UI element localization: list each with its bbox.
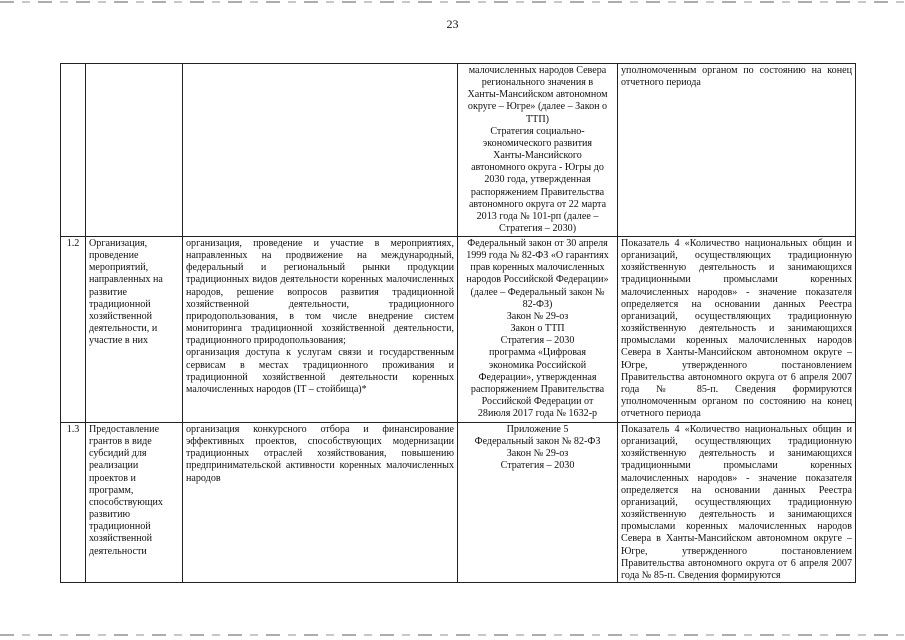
measures-cell: организация конкурсного отбора и финансирование эффективных проектов, способствующих модернизации традиционных отраслей хозяйствования, повышению предпринимательской активности коренных малочисленных народов — [183, 423, 458, 583]
event-name-cell — [86, 64, 183, 237]
table-row — [61, 423, 856, 583]
scan-edge-bottom — [0, 634, 905, 636]
legal-basis-cell: Приложение 5 Федеральный закон № 82-ФЗ Закон № 29-оз Стратегия – 2030 — [458, 423, 618, 583]
page-number: 23 — [446, 17, 459, 31]
legal-basis-cell: малочисленных народов Севера регионального значения в Ханты-Мансийском автономном округе – Югре» (далее – Закон о ТТП) Стратегия социально- экономического развития Ханты-Мансийского автономного округа - Югры до 2030 года, утвержденная распоряжением Правительства автономного округа от 22 марта 2013 года № 101-рп (далее – Стратегия – 2030) — [458, 64, 618, 237]
scan-edge-top — [0, 1, 905, 3]
indicator-cell: Показатель 4 «Количество национальных общин и организаций, осуществляющих традиционную хозяйственную деятельность и занимающихся традиционными промыслами коренных малочисленных народов» - значение показателя определяется на основании данных Реестра организаций, осуществляющих традиционную хозяйственную деятельность и занимающихся промыслами коренных малочисленных народов Севера в Ханты-Мансийском автономном округе – Югре, утвержденного постановлением Правительства автономного округа от 6 апреля 2007 года № 85-п. Сведения формируются уполномоченным органом по состоянию на конец отчетного периода — [618, 237, 856, 423]
indicator-cell: уполномоченным органом по состоянию на конец отчетного периода — [618, 64, 856, 237]
measures-cell: организация, проведение и участие в мероприятиях, направленных на продвижение на международный, федеральный и региональный рынки продукции традиционных видов деятельности коренных малочисленных народов, решение вопросов развития традиционной хозяйственной деятельности, традиционного природопользования, в том числе внедрение систем мониторинга традиционной хозяйственной деятельности, традиционного природопользования; организация доступа к услугам связи и государственным сервисам в местах традиционного проживания и традиционной хозяйственной деятельности коренных малочисленных народов (IT – стойбища)* — [183, 237, 458, 423]
table-row — [61, 64, 856, 237]
row-number-cell: 1.2 — [61, 237, 86, 423]
indicator-cell: Показатель 4 «Количество национальных общин и организаций, осуществляющих традиционную хозяйственную деятельность и занимающихся традиционными промыслами коренных малочисленных народов» - значение показателя определяется на основании данных Реестра организаций, осуществляющих традиционную хозяйственную деятельность и занимающихся промыслами коренных малочисленных народов Севера в Ханты-Мансийском автономном округе – Югре, утвержденного постановлением Правительства автономного округа от 6 апреля 2007 года № 85-п. Сведения формируются — [618, 423, 856, 583]
table-row — [61, 237, 856, 423]
event-name-cell: Предоставление грантов в виде субсидий для реализации проектов и программ, способствующих развитию традиционной хозяйственной деятельности — [86, 423, 183, 583]
row-number-cell: 1.3 — [61, 423, 86, 583]
event-name-cell: Организация, проведение мероприятий, направленных на развитие традиционной хозяйственной деятельности, и участие в них — [86, 237, 183, 423]
legal-basis-cell: Федеральный закон от 30 апреля 1999 года № 82-ФЗ «О гарантиях прав коренных малочисленных народов Российской Федерации» (далее – Федеральный закон № 82-ФЗ) Закон № 29-оз Закон о ТТП Стратегия – 2030 программа «Цифровая экономика Российской Федерации», утвержденная распоряжением Правительства Российской Федерации от 28июля 2017 года № 1632-р — [458, 237, 618, 423]
measures-table — [60, 63, 856, 583]
row-number-cell — [61, 64, 86, 237]
measures-cell — [183, 64, 458, 237]
